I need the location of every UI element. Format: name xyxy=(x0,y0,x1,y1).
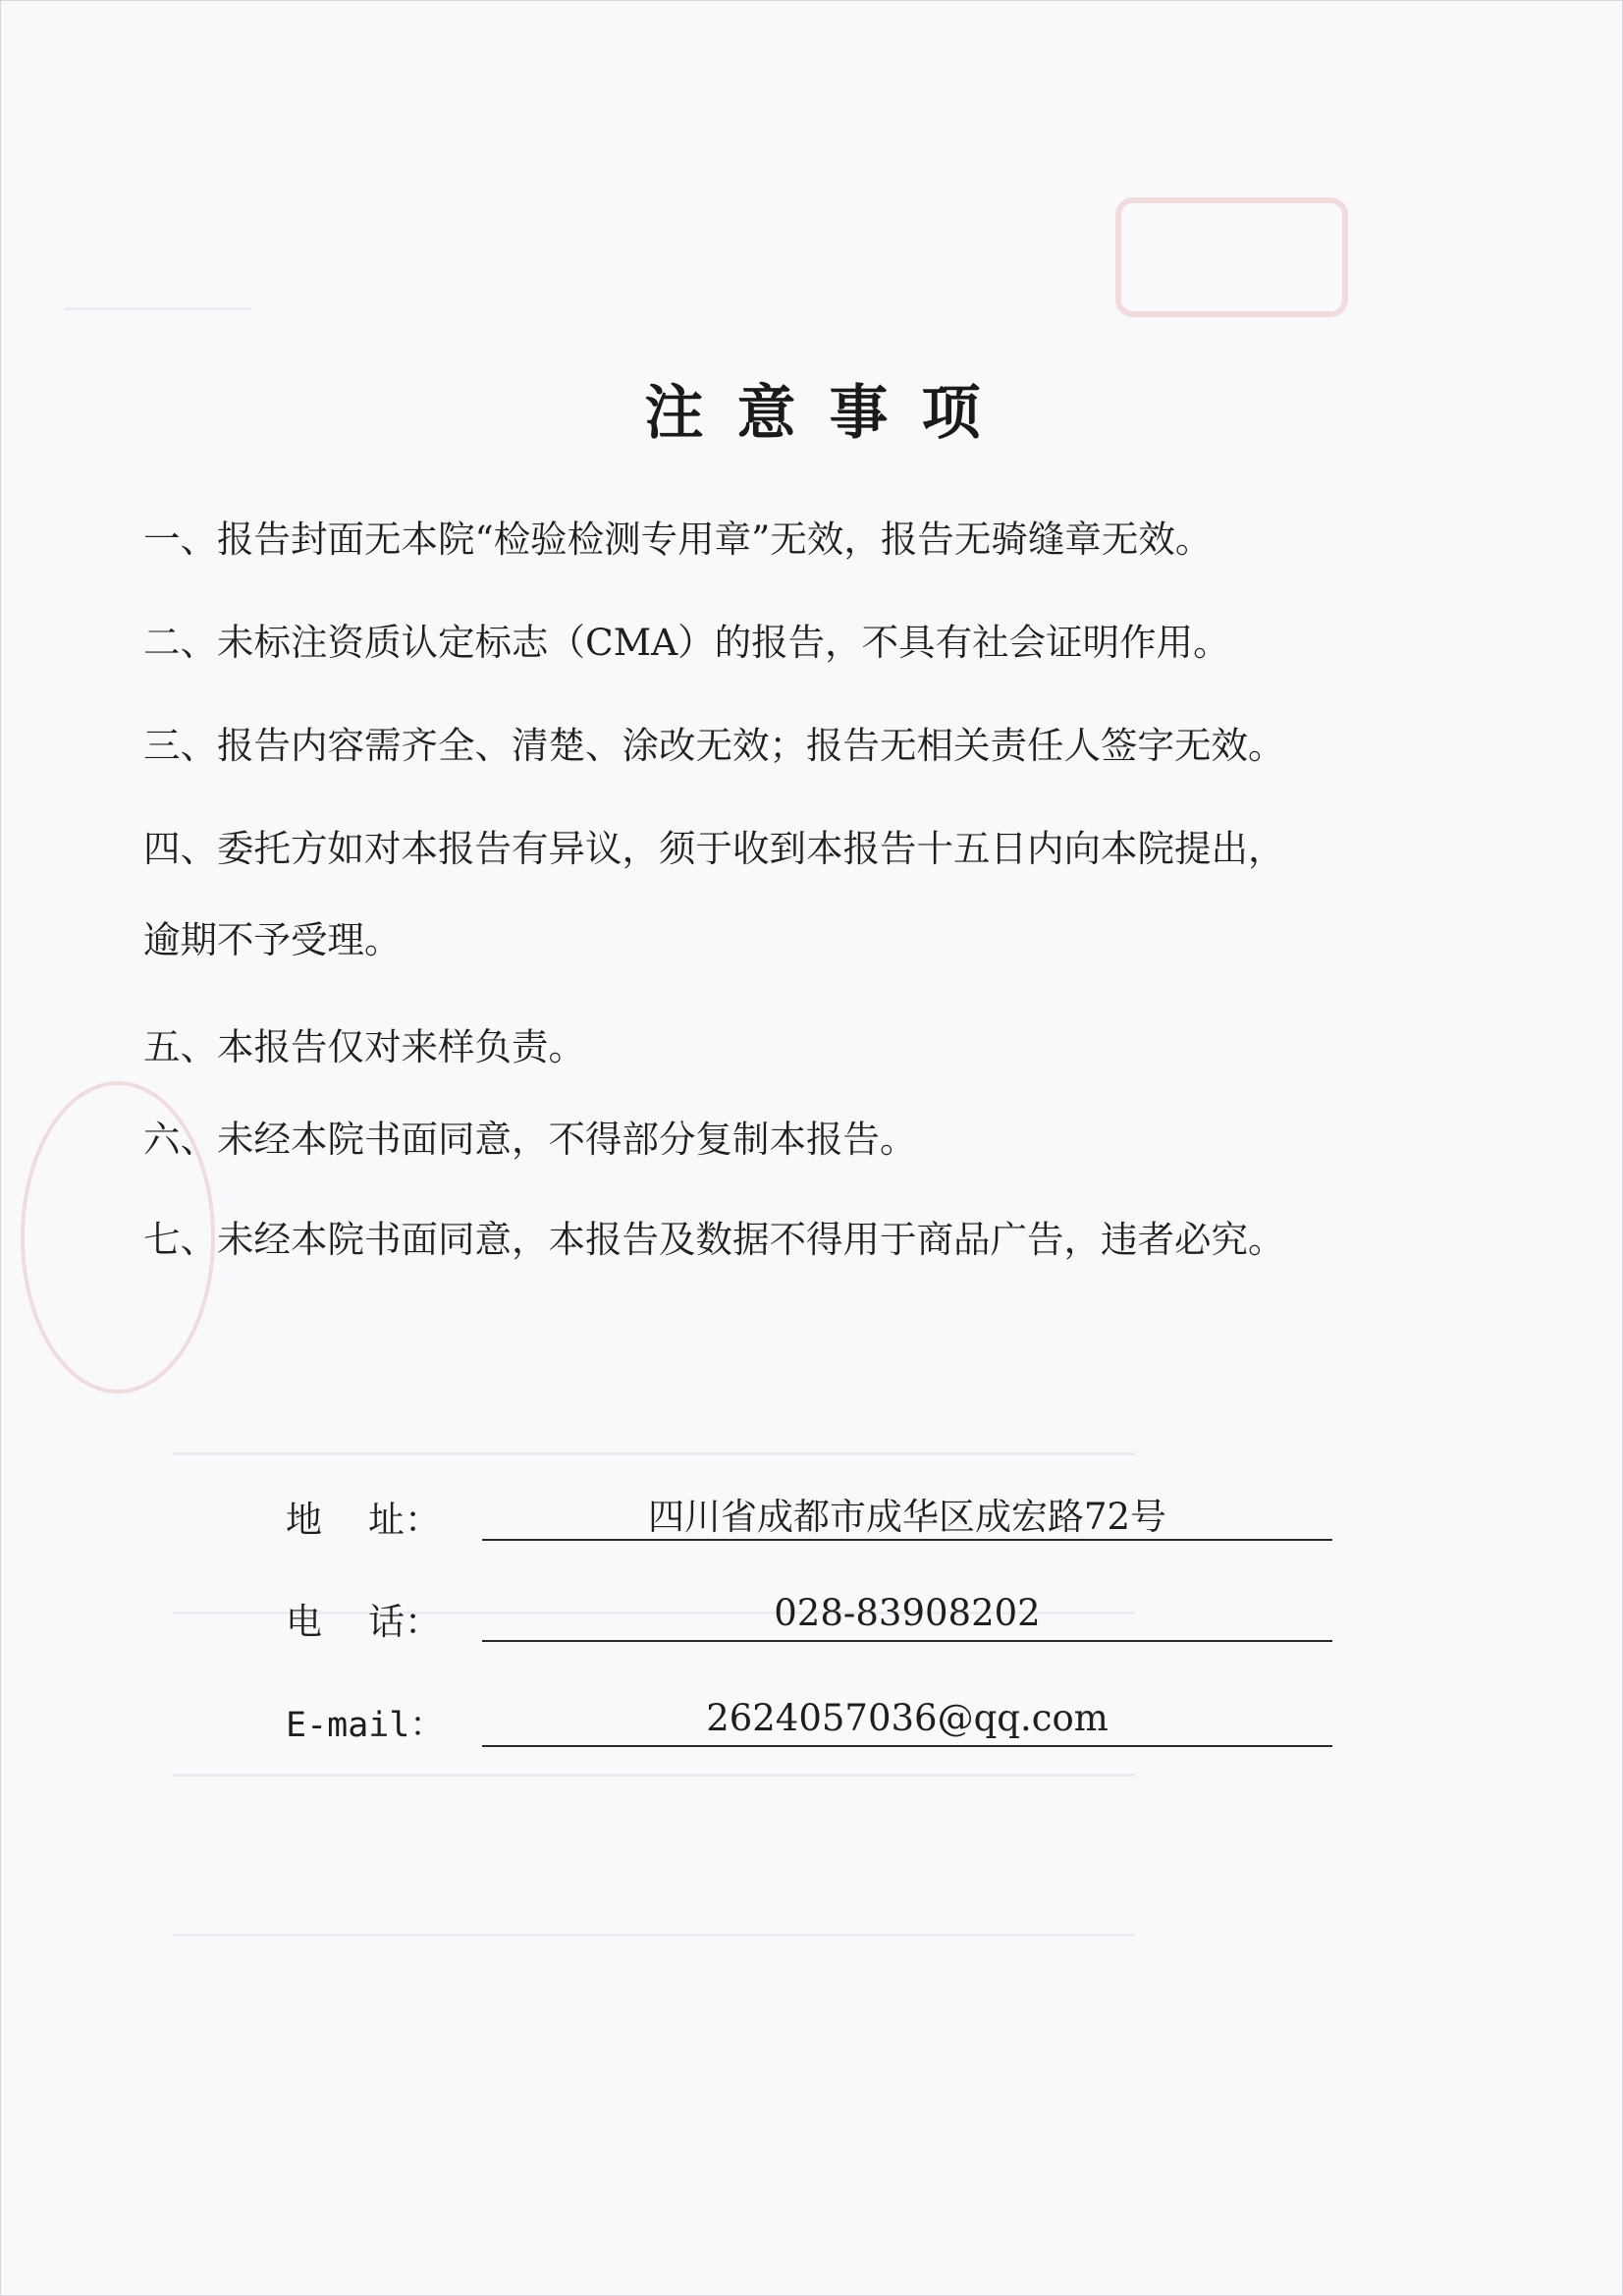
notice-item-4: 四、委托方如对本报告有异议，须于收到本报告十五日内向本院提出， xyxy=(143,827,1285,870)
notice-item-7: 七、未经本院书面同意，本报告及数据不得用于商品广告，违者必究。 xyxy=(143,1218,1285,1261)
reverse-line-ghost-3 xyxy=(173,1774,1135,1777)
reverse-line-ghost-4 xyxy=(173,1934,1135,1937)
notice-item-3: 三、报告内容需齐全、清楚、涂改无效；报告无相关责任人签字无效。 xyxy=(143,724,1285,767)
reverse-line-ghost-5 xyxy=(65,307,251,310)
notice-item-6: 六、未经本院书面同意，不得部分复制本报告。 xyxy=(143,1118,917,1161)
email-value: 2624057036@qq.com xyxy=(706,1697,1109,1739)
email-label: E-mail： xyxy=(286,1706,445,1745)
reverse-line-ghost-1 xyxy=(173,1452,1135,1455)
cma-stamp-ghost xyxy=(1115,197,1348,317)
notice-item-2: 二、未标注资质认定标志（CMA）的报告，不具有社会证明作用。 xyxy=(143,621,1230,664)
address-value: 四川省成都市成华区成宏路72号 xyxy=(647,1496,1167,1538)
phone-value: 028-83908202 xyxy=(774,1592,1041,1634)
notice-item-5: 五、本报告仅对来样负责。 xyxy=(143,1025,585,1068)
email-underline xyxy=(482,1745,1332,1747)
address-label: 地 址： xyxy=(286,1499,442,1541)
phone-label: 电 话： xyxy=(286,1601,442,1643)
address-underline xyxy=(482,1539,1332,1541)
notice-item-1: 一、报告封面无本院“检验检测专用章”无效，报告无骑缝章无效。 xyxy=(143,518,1213,561)
phone-underline xyxy=(482,1640,1332,1642)
page-title: 注意事项 xyxy=(644,379,1014,448)
notice-item-4-continued: 逾期不予受理。 xyxy=(143,918,402,961)
